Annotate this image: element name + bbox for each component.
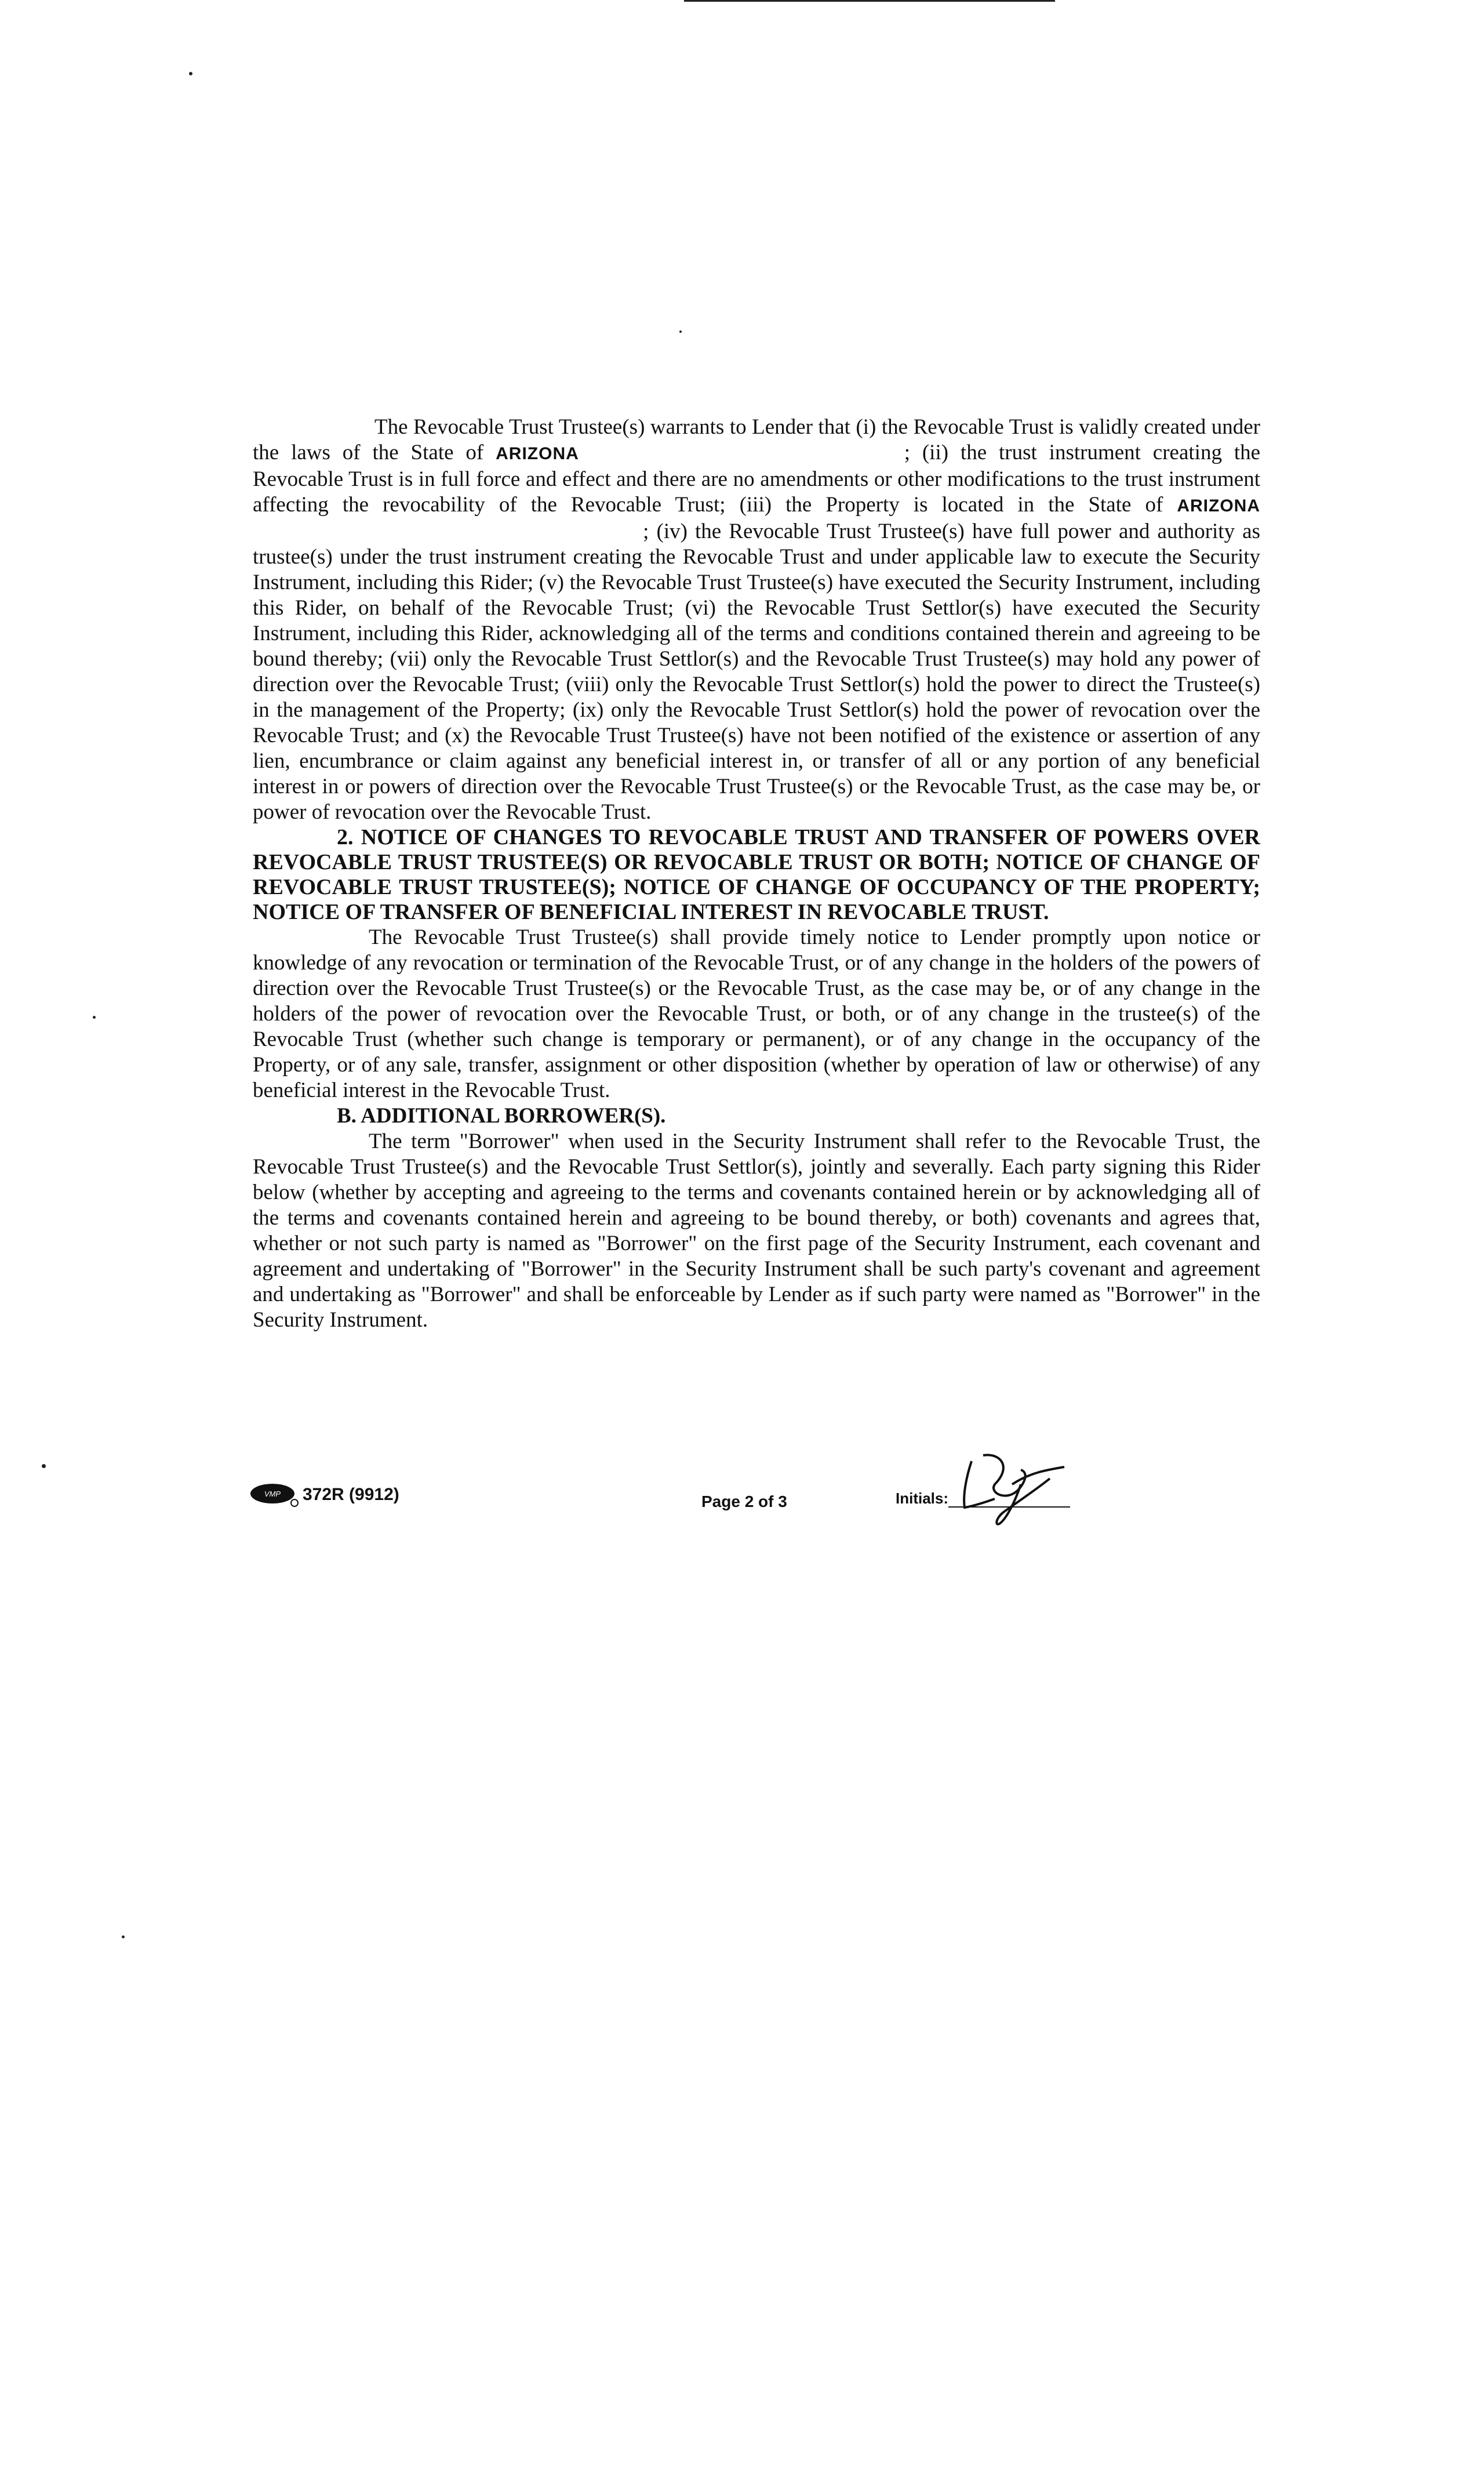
initials-label: Initials: [896,1490,949,1507]
initials-line [948,1450,1070,1531]
state-field: ARIZONA [1177,496,1260,515]
form-code-text: 372R (9912) [303,1485,399,1504]
document-body [253,415,1260,1333]
paragraph-warranties [253,415,1260,825]
paragraph-text: ; (ii) the trust instrument creating the Revocable Trust is in full force and effect and there are no amendments or other modifications to the trust instrument affecting the revocability of the Revocable Trust; (iii) the Property is located in the State of [253,441,1261,517]
section-2-heading: 2. NOTICE OF CHANGES TO REVOCABLE TRUST AND TRANSFER OF POWERS OVER REVOCABLE TRUST TRUSTEE(S) OR REVOCABLE TRUST OR BOTH; NOTICE OF CHANGE OF REVOCABLE TRUST TRUSTEE(S); NOTICE OF CHANGE OF OCCUPANCY OF THE PROPERTY; NOTICE OF TRANSFER OF BENEFICIAL INTEREST IN REVOCABLE TRUST. [253,825,1260,924]
paragraph-text: The Revocable Trust Trustee(s) warrants to Lender that (i) the Revocable Trust is validly created under the laws of the State of [253,415,1260,464]
scan-speck [122,1935,125,1938]
section-b-heading: B. ADDITIONAL BORROWER(S). [337,1104,666,1128]
scan-speck [42,1464,46,1468]
svg-text:VMP: VMP [264,1490,281,1498]
page-number: Page 2 of 3 [701,1492,787,1510]
state-field: ARIZONA [496,444,579,463]
handwritten-initials-icon [948,1450,1070,1531]
scan-speck [679,330,682,333]
form-code [249,1482,399,1508]
section-2-body: The Revocable Trust Trustee(s) shall provide timely notice to Lender promptly upon notice or knowledge of any revocation or termination of the Revocable Trust, or of any change in the holders of the powers of direction over the Revocable Trust Trustee(s) or the Revocable Trust, as the case may be, or of any change in the holders of the power of revocation over the Revocable Trust, or both, or of any change in the trustee(s) of the Revocable Trust (whether such change is temporary or permanent), or of any change in the occupancy of the Property, or of any sale, transfer, assignment or other disposition (whether by operation of law or otherwise) of any beneficial interest in the Revocable Trust. [253,925,1260,1102]
initials-block [896,1450,1070,1531]
paragraph-text: ; (iv) the Revocable Trust Trustee(s) have full power and authority as trustee(s) under the trust instrument creating the Revocable Trust and under applicable law to execute the Security Instrument, including this Rider; (v) the Revocable Trust Trustee(s) have executed the Security Instrument, including this Rider, on behalf of the Revocable Trust; (vi) the Revocable Trust Settlor(s) have executed the Security Instrument, including this Rider, acknowledging all of the terms and conditions contained therein and agreeing to be bound thereby; (vii) only the Revocable Trust Settlor(s) and the Revocable Trust Trustee(s) may hold any power of direction over the Revocable Trust; (viii) only the Revocable Trust Settlor(s) hold the power to direct the Trustee(s) in the management of the Property; (ix) only the Revocable Trust Settlor(s) hold the power of revocation over the Revocable Trust; and (x) the Revocable Trust Trustee(s) have not been notified of the existence or assertion of any lien, encumbrance or claim against any beneficial interest in, or transfer of all or any portion of any beneficial interest in or powers of direction over the Revocable Trust Trustee(s) or the Revocable Trust, as the case may be, or power of revocation over the Revocable Trust. [253,520,1261,824]
section-b-body: The term "Borrower" when used in the Security Instrument shall refer to the Revocable Trust, the Revocable Trust Trustee(s) and the Revocable Trust Settlor(s), jointly and severally. Each party signing this Rider below (whether by accepting and agreeing to the terms and covenants contained herein or by acknowledging all of the terms and covenants contained herein and agreeing to be bound thereby, or both) covenants and agrees that, whether or not such party is named as "Borrower" on the first page of the Security Instrument, each covenant and agreement and undertaking of "Borrower" in the Security Instrument shall be such party's covenant and agreement and undertaking as "Borrower" and shall be enforceable by Lender as if such party were named as "Borrower" in the Security Instrument. [253,1129,1260,1332]
top-edge-line [684,0,1055,2]
scan-speck [189,72,192,75]
vmp-logo-icon [249,1482,301,1508]
scan-speck [93,1016,96,1019]
